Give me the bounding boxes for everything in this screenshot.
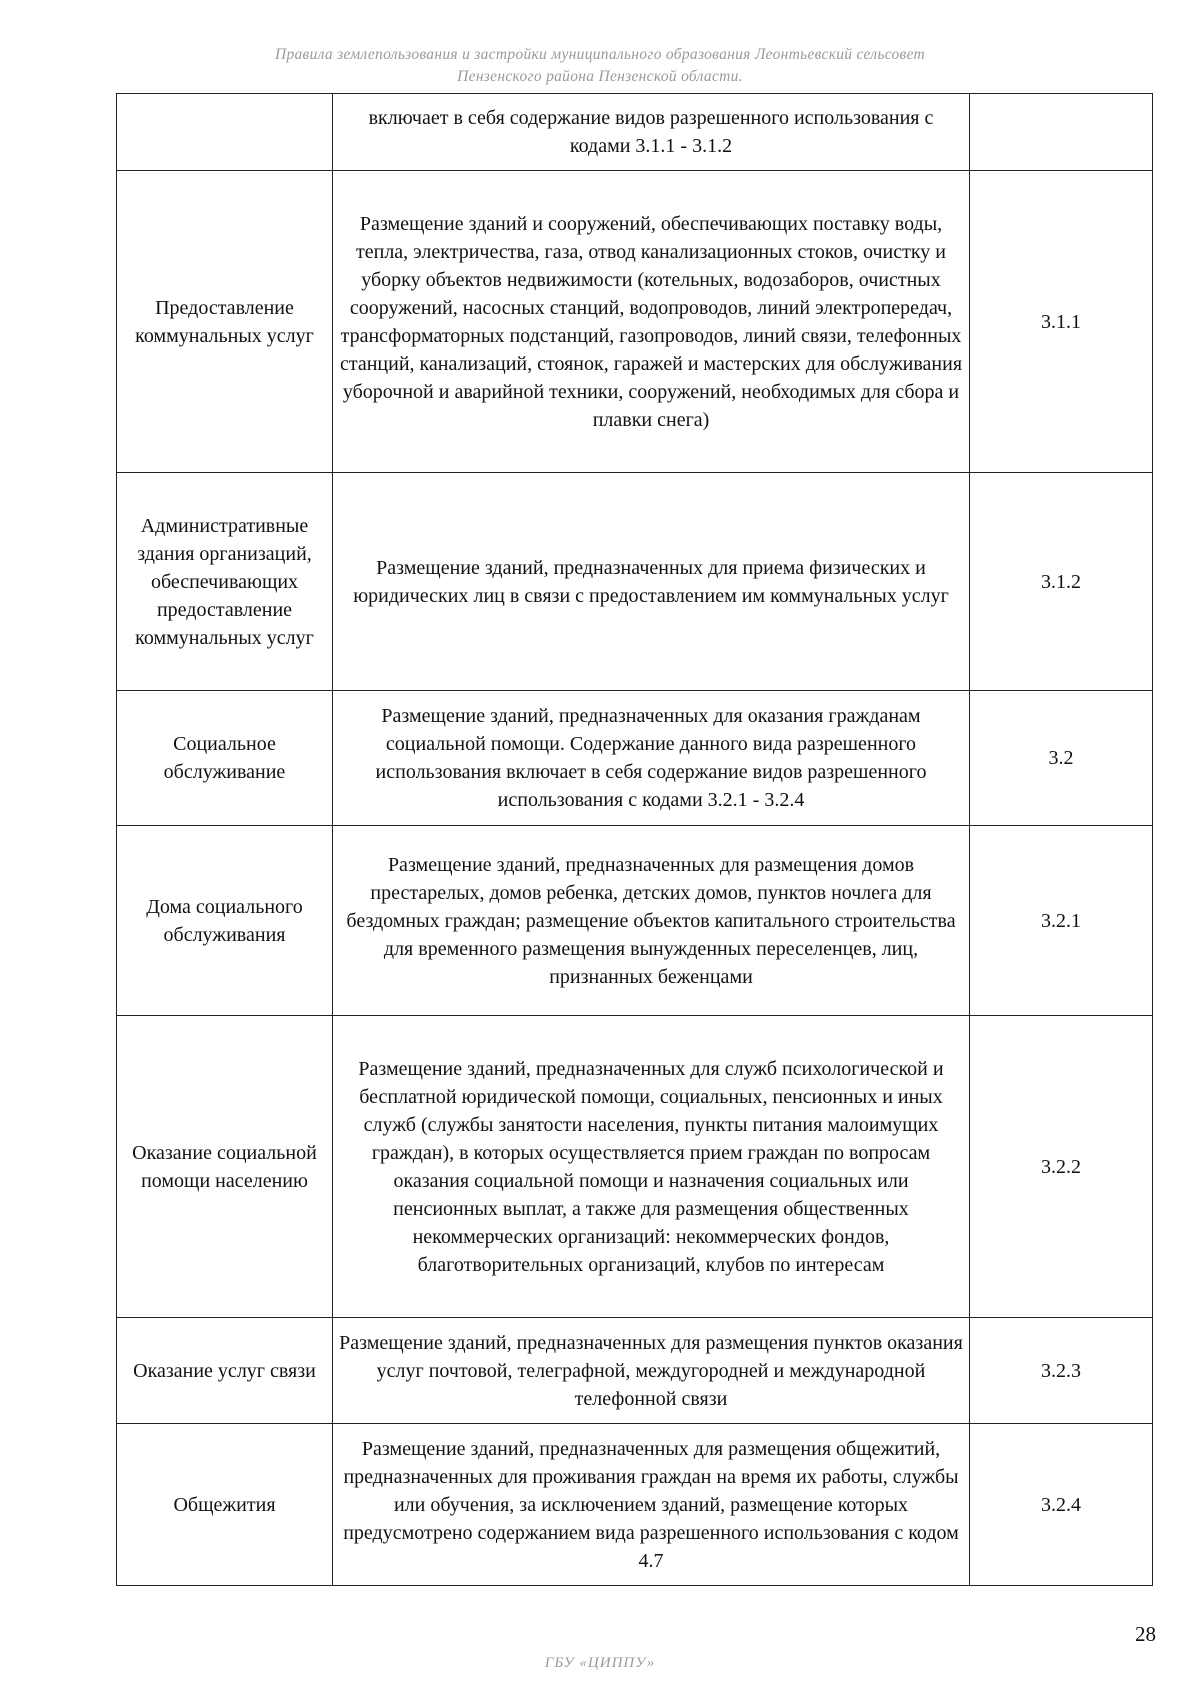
document-header	[140, 44, 1060, 88]
use-name-cell: Административные здания организаций, обеспечивающих предоставление коммунальных услуг	[117, 473, 333, 691]
use-name-cell: Предоставление коммунальных услуг	[117, 171, 333, 473]
use-name-cell: Оказание социальной помощи населению	[117, 1016, 333, 1318]
use-code-cell: 3.2.3	[970, 1318, 1153, 1424]
table-row	[117, 473, 1153, 691]
use-description-cell: включает в себя содержание видов разрешенного использования с кодами 3.1.1 - 3.1.2	[333, 94, 970, 171]
use-code-cell	[970, 94, 1153, 171]
document-footer: ГБУ «ЦИППУ»	[544, 1655, 656, 1671]
use-description-cell: Размещение зданий, предназначенных для размещения домов престарелых, домов ребенка, детских домов, пунктов ночлега для бездомных граждан; размещение объектов капитального строительства для временного размещения вынужденных переселенцев, лиц, признанных беженцами	[333, 826, 970, 1016]
table-row	[117, 94, 1153, 171]
table-row	[117, 1318, 1153, 1424]
use-code-cell: 3.2.1	[970, 826, 1153, 1016]
use-name-cell: Дома социального обслуживания	[117, 826, 333, 1016]
table-row	[117, 826, 1153, 1016]
use-description-cell: Размещение зданий, предназначенных для служб психологической и бесплатной юридической помощи, социальных, пенсионных и иных служб (службы занятости населения, пункты питания малоимущих граждан), в которых осуществляется прием граждан по вопросам оказания социальной помощи и назначения социальных или пенсионных выплат, а также для размещения общественных некоммерческих организаций: некоммерческих фондов, благотворительных организаций, клубов по интересам	[333, 1016, 970, 1318]
use-name-cell: Оказание услуг связи	[117, 1318, 333, 1424]
use-name-cell: Общежития	[117, 1424, 333, 1586]
use-description-cell: Размещение зданий, предназначенных для приема физических и юридических лиц в связи с предоставлением им коммунальных услуг	[333, 473, 970, 691]
table-row	[117, 1016, 1153, 1318]
page-number: 28	[1135, 1622, 1156, 1646]
land-use-table	[116, 93, 1153, 1586]
table-row	[117, 171, 1153, 473]
use-code-cell: 3.2	[970, 691, 1153, 826]
use-name-cell: Социальное обслуживание	[117, 691, 333, 826]
header-line-2: Пензенского района Пензенской области.	[457, 68, 743, 85]
use-name-cell	[117, 94, 333, 171]
use-description-cell: Размещение зданий, предназначенных для оказания гражданам социальной помощи. Содержание данного вида разрешенного использования включает в себя содержание видов разрешенного использования с кодами 3.2.1 - 3.2.4	[333, 691, 970, 826]
use-description-cell: Размещение зданий, предназначенных для размещения общежитий, предназначенных для проживания граждан на время их работы, службы или обучения, за исключением зданий, размещение которых предусмотрено содержанием вида разрешенного использования с кодом 4.7	[333, 1424, 970, 1586]
use-code-cell: 3.2.2	[970, 1016, 1153, 1318]
use-code-cell: 3.1.1	[970, 171, 1153, 473]
header-line-1: Правила землепользования и застройки муниципального образования Леонтьевский сельсовет	[274, 46, 926, 63]
use-description-cell: Размещение зданий, предназначенных для размещения пунктов оказания услуг почтовой, телеграфной, междугородней и международной телефонной связи	[333, 1318, 970, 1424]
use-code-cell: 3.2.4	[970, 1424, 1153, 1586]
use-description-cell: Размещение зданий и сооружений, обеспечивающих поставку воды, тепла, электричества, газа, отвод канализационных стоков, очистку и уборку объектов недвижимости (котельных, водозаборов, очистных сооружений, насосных станций, водопроводов, линий электропередач, трансформаторных подстанций, газопроводов, линий связи, телефонных станций, канализаций, стоянок, гаражей и мастерских для обслуживания уборочной и аварийной техники, сооружений, необходимых для сбора и плавки снега)	[333, 171, 970, 473]
use-code-cell: 3.1.2	[970, 473, 1153, 691]
table-row	[117, 1424, 1153, 1586]
table-row	[117, 691, 1153, 826]
